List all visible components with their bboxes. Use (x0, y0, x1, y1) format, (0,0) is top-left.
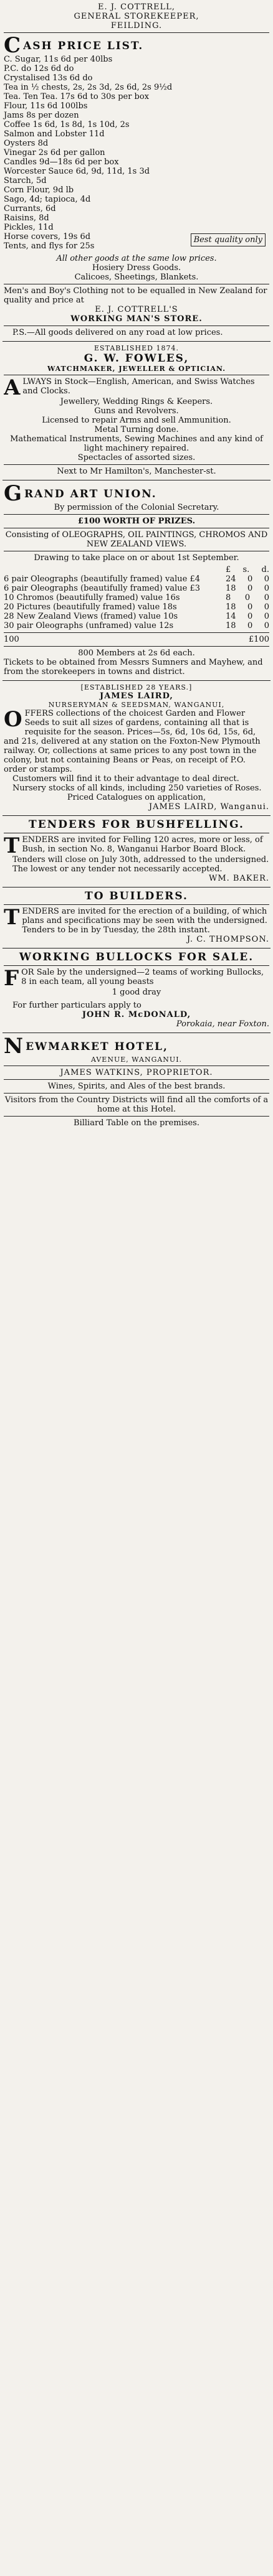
prize-amount-l: 18 (226, 602, 236, 612)
tender-text: ENDERS are invited for Felling 120 acres, more or less, of Bush, in section No. 8, Wanganui Harbor Board Block. (22, 835, 263, 854)
clothing-text: Men's and Boy's Clothing not to be equalled in New Zealand for quality and price at (4, 286, 267, 305)
customers-line: Customers will find it to their advantage to deal direct. (12, 774, 239, 784)
license-line: Licensed to repair Arms and sell Ammunition. (42, 416, 231, 425)
price-list-item: Pickles, 11d (4, 223, 54, 232)
visitors-line: Visitors from the Country Districts will find all the comforts of a home at this Hotel. (4, 1095, 269, 1114)
price-list-item: Currants, 6d (4, 204, 56, 213)
signature: WM. BAKER. (208, 874, 269, 883)
drop-cap: F (4, 968, 19, 988)
sale-text: OR Sale by the undersigned—2 teams of working Bullocks, 8 in each team, all young beasts (21, 968, 264, 986)
price-list-item: Candles 9d—18s 6d per box (4, 157, 119, 167)
contact-name: JOHN R. McDONALD, (82, 1010, 191, 1019)
price-list-item: Raisins, 8d (4, 213, 49, 223)
price-list-item: Corn Flour, 9d lb (4, 185, 74, 195)
price-list-item: C. Sugar, 11s 6d per 40lbs (4, 55, 113, 64)
prize-amount-d: 0 (264, 602, 269, 612)
prize-amount-s: 0 (244, 593, 251, 602)
prize-row (4, 602, 269, 612)
prize-row (4, 574, 269, 584)
price-list-item: Sago, 4d; tapioca, 4d (4, 195, 91, 204)
price-list-item: P.C. do 12s 6d do (4, 64, 74, 73)
price-list-heading: ASH PRICE LIST. (23, 40, 144, 52)
prize-worth: £100 WORTH OF PRIZES. (77, 517, 196, 526)
drop-cap: G (4, 483, 22, 503)
price-list-item: Flour, 11s 6d 100lbs (4, 101, 88, 111)
prize-amount-s: 0 (247, 612, 253, 621)
signature: JAMES LAIRD, Wanganui. (148, 802, 269, 812)
contact-place: Porokaia, near Foxton. (176, 1019, 269, 1029)
fowles-ad (2, 342, 271, 480)
prize-desc: 6 pair Oleographs (beautifully framed) value £4 (4, 574, 200, 584)
bullocks-ad (2, 948, 271, 1033)
prize-amount-d: 0 (264, 584, 269, 593)
drop-cap: C (4, 35, 21, 55)
prize-amount-d: 0 (264, 574, 269, 584)
builders-heading: TO BUILDERS. (85, 890, 188, 902)
prize-amount-s: 0 (247, 574, 253, 584)
total-amount: £100 (248, 635, 269, 644)
guns-line: Guns and Revolvers. (94, 406, 179, 416)
prize-desc: 30 pair Oleographs (unframed) value 12s (4, 621, 174, 630)
advertiser-name-2: E. J. COTTRELL'S (95, 305, 178, 314)
col-head-shillings: s. (242, 565, 250, 574)
established-note: ESTABLISHED 1874. (94, 344, 179, 352)
prize-amount-d: 0 (264, 612, 269, 621)
price-list-item: Horse covers, 19s 6d (4, 232, 91, 241)
drop-cap: O (4, 709, 22, 732)
hosiery-line: Hosiery Dress Goods. (92, 263, 181, 273)
calicoes-line: Calicoes, Sheetings, Blankets. (74, 273, 199, 282)
prize-row (4, 593, 269, 602)
advertiser-trade: WATCHMAKER, JEWELLER & OPTICIAN. (47, 365, 226, 373)
drop-cap: N (4, 1036, 24, 1056)
drop-cap: T (4, 907, 20, 930)
prize-desc: 6 pair Oleographs (beautifully framed) value £3 (4, 584, 200, 593)
drawing-line: Drawing to take place on or about 1st September. (34, 553, 239, 563)
prize-desc: 28 New Zealand Views (framed) value 10s (4, 612, 178, 621)
prize-desc: 10 Chromos (beautifully framed) value 16s (4, 593, 180, 602)
newspaper-column (2, 0, 271, 1131)
advertiser-trade: GENERAL STOREKEEPER, (74, 12, 199, 21)
all-goods-note: All other goods at the same low prices. (56, 254, 217, 263)
lowest-line: The lowest or any tender not necessarily accepted. (12, 864, 223, 874)
builders-ad (2, 888, 271, 948)
price-list (4, 55, 269, 251)
billiard-line: Billiard Table on the premises. (74, 1118, 199, 1128)
turning-line: Metal Turning done. (94, 425, 179, 434)
prize-amount-d: 0 (264, 593, 269, 602)
offer-text: FFERS collections of the choicest Garden and Flower Seeds to suit all sizes of gardens, containing all that is requisite for the season. Prices—5s, 6d, 10s 6d, 15s, 6d, and 21s, delivered at any station on the Foxton-New Plymouth railway. Or, collections at same prices to any post town in the colony, but not containing Beans or Peas, on receipt of P.O. order or stamps. (4, 709, 261, 774)
advertiser-trade: NURSERYMAN & SEEDSMAN, WANGANUI, (48, 701, 225, 709)
prize-amount-l: 18 (226, 584, 236, 593)
price-list-item: Oysters 8d (4, 139, 49, 148)
spectacles-line: Spectacles of assorted sizes. (77, 453, 196, 462)
price-list-item: Jams 8s per dozen (4, 111, 79, 120)
prize-amount-l: 18 (226, 621, 236, 630)
price-list-item: Coffee 1s 6d, 1s 8d, 1s 10d, 2s (4, 120, 130, 129)
price-list-item: Crystalised 13s 6d do (4, 73, 93, 83)
wines-line: Wines, Spirits, and Ales of the best brands. (47, 1082, 226, 1091)
hotel-street: AVENUE, WANGANUI. (90, 1056, 183, 1064)
close-line: Tenders will close on July 30th, addressed to the undersigned. (12, 855, 269, 864)
hotel-heading: EWMARKET HOTEL, (26, 1041, 168, 1053)
permission-line: By permission of the Colonial Secretary. (54, 503, 219, 512)
ps-note: P.S.—All goods delivered on any road at low prices. (12, 328, 223, 337)
bullocks-heading: WORKING BULLOCKS FOR SALE. (19, 951, 254, 963)
established-note: [ESTABLISHED 28 YEARS.] (80, 683, 193, 691)
signature: J. C. THOMPSON. (186, 935, 269, 944)
art-union-heading: RAND ART UNION. (24, 488, 157, 500)
prize-row (4, 621, 269, 630)
advertiser-name: G. W. FOWLES, (84, 352, 189, 365)
price-list-item: Starch, 5d (4, 176, 47, 185)
prize-amount-d: 0 (264, 621, 269, 630)
catalogues-line: Priced Catalogues on application, (67, 793, 206, 802)
laird-ad (2, 681, 271, 816)
bushfelling-heading: TENDERS FOR BUSHFELLING. (29, 818, 244, 831)
price-list-item: Tea in ½ chests, 2s, 2s 3d, 2s 6d, 2s 9½d (4, 83, 173, 92)
prize-amount-s: 0 (247, 602, 253, 612)
col-head-pounds: £ (226, 565, 231, 574)
price-list-item: Salmon and Lobster 11d (4, 129, 105, 139)
prize-amount-l: 8 (226, 593, 231, 602)
art-union-ad (2, 480, 271, 681)
best-quality-badge: Best quality only (191, 233, 266, 246)
prize-row (4, 584, 269, 593)
jewellery-line: Jewellery, Wedding Rings & Keepers. (60, 397, 213, 406)
prize-desc: 20 Pictures (beautifully framed) value 18s (4, 602, 177, 612)
drop-cap: A (4, 377, 21, 397)
drop-cap: T (4, 835, 20, 855)
tender-text: ENDERS are invited for the erection of a building, of which plans and specifications may be seen with the undersigned. Tenders to be in by Tuesday, the 28th instant. (22, 907, 267, 935)
price-list-item: Worcester Sauce 6d, 9d, 11d, 1s 3d (4, 167, 150, 176)
newmarket-ad (2, 1033, 271, 1131)
cottrell-ad (2, 0, 271, 342)
price-list-item: Vinegar 2s 6d per gallon (4, 148, 105, 157)
instruments-line: Mathematical Instruments, Sewing Machines and any kind of light machinery repaired. (10, 434, 263, 453)
advertiser-name: E. J. COTTRELL, (97, 2, 176, 12)
consisting-line: Consisting of OLEOGRAPHS, OIL PAINTINGS, CHROMOS AND NEW ZEALAND VIEWS. (5, 530, 268, 549)
price-list-item: Tents, and flys for 25s (4, 241, 95, 251)
prize-amount-l: 24 (226, 574, 236, 584)
advertiser-town: FEILDING. (110, 21, 163, 30)
col-head-pence: d. (261, 565, 269, 574)
prize-amount-s: 0 (247, 584, 253, 593)
dray-line: 1 good dray (112, 988, 161, 997)
tickets-line: 800 Members at 2s 6d each. (78, 649, 195, 658)
tickets-obtained: Tickets to be obtained from Messrs Sumners and Mayhew, and from the storekeepers in towns and district. (4, 658, 263, 677)
prize-list (4, 574, 269, 630)
address-line: Next to Mr Hamilton's, Manchester-st. (57, 467, 216, 476)
particulars-line: For further particulars apply to (12, 1001, 141, 1010)
stock-line: LWAYS in Stock—English, American, and Swiss Watches and Clocks. (22, 377, 255, 396)
advertiser-name: JAMES LAIRD, (100, 691, 173, 701)
prize-row (4, 612, 269, 621)
total-count: 100 (4, 635, 19, 644)
price-list-item: Tea. Ten Tea. 17s 6d to 30s per box (4, 92, 150, 101)
prize-amount-l: 14 (226, 612, 236, 621)
proprietor-line: JAMES WATKINS, PROPRIETOR. (60, 1068, 213, 1077)
prize-amount-s: 0 (247, 621, 253, 630)
nursery-line: Nursery stocks of all kinds, including 250 varieties of Roses. (12, 784, 262, 793)
bushfelling-ad (2, 816, 271, 888)
store-name: WORKING MAN'S STORE. (70, 314, 203, 324)
